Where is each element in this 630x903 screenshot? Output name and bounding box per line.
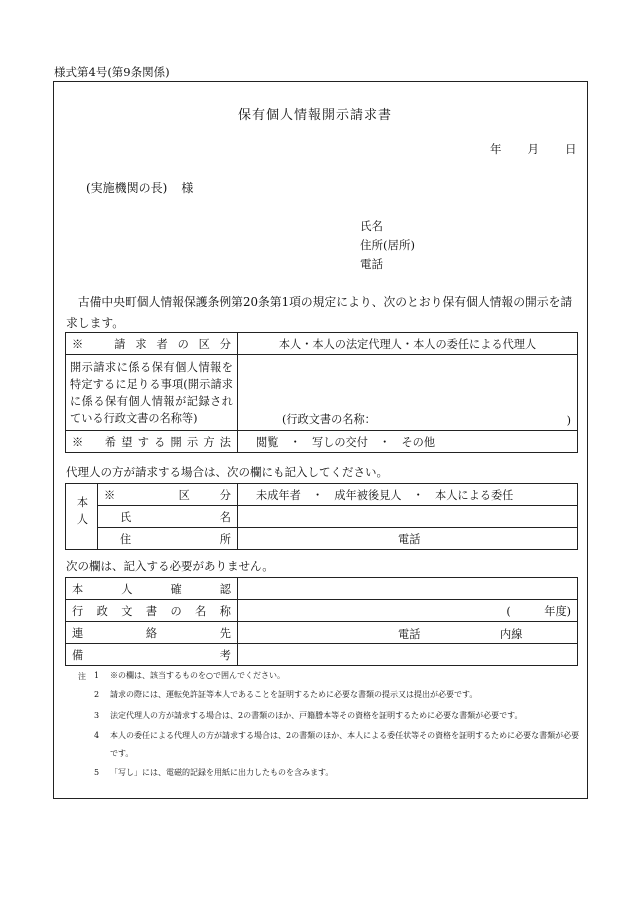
category-label: ※ 請求者の区分	[66, 333, 238, 355]
contact-field	[238, 622, 578, 644]
identity-field	[238, 578, 578, 600]
applicant-phone-label: 電話	[360, 257, 383, 271]
doc-name-prefix: (行政文書の名称：	[282, 413, 376, 426]
month-label: 月	[527, 142, 539, 156]
agent-heading: 代理人の方が請求する場合は、次の欄にも記入してください。	[66, 465, 388, 479]
note-item: 3 法定代理人の方が請求する場合は、2の書類のほか、戸籍謄本等その資格を証明するために必要な書類が必要です。	[94, 711, 523, 720]
addressee	[86, 179, 193, 196]
principal-name-field[interactable]	[238, 506, 578, 528]
agent-category-value[interactable]: 未成年者 ・ 成年被後見人 ・ 本人による委任	[238, 484, 578, 506]
note-item: 4 本人の委任による代理人の方が請求する場合は、2の書類のほか、本人による委任状等その資格を証明するために必要な書類が必要です。	[94, 731, 580, 758]
date-line	[490, 141, 577, 157]
category-value[interactable]: 本人・本人の法定代理人・本人の委任による代理人	[238, 333, 578, 355]
contact-phone-label: 電話	[398, 628, 421, 641]
office-heading: 次の欄は、記入する必要がありません。	[66, 559, 274, 573]
category-row	[66, 333, 578, 355]
note-item: 5 「写し」には、電磁的記録を用紙に出力したものを含みます。	[94, 768, 334, 777]
doc-name-field[interactable]	[238, 355, 578, 431]
intro-text: 古備中央町個人情報保護条例第20条第1項の規定により、次のとおり保有個人情報の開示を請求します。	[66, 295, 573, 330]
form-title: 保有個人情報開示請求書	[237, 108, 392, 123]
doc-name-suffix: )	[566, 414, 571, 427]
identity-label: 本人確認	[66, 578, 238, 600]
remarks-field	[238, 644, 578, 666]
specify-label: 開示請求に係る保有個人情報を特定するに足りる事項(開示請求に係る保有個人情報が記録されている行政文書の名称等)	[66, 355, 238, 431]
day-label: 日	[565, 142, 577, 156]
addressee-honorific: 様	[181, 181, 194, 195]
agent-category-label: ※ 区分	[98, 484, 238, 506]
principal-label: 本人	[66, 484, 98, 550]
contact-label: 連絡先	[66, 622, 238, 644]
applicant-name-label: 氏名	[360, 219, 383, 233]
method-value[interactable]: 閲覧 ・ 写しの交付 ・ その他	[238, 431, 578, 453]
notes-prefix: 注	[78, 672, 86, 681]
specify-row	[66, 355, 578, 431]
remarks-label: 備考	[66, 644, 238, 666]
office-doc-label: 行政文書の名称	[66, 600, 238, 622]
method-row	[66, 431, 578, 453]
office-doc-year: ( 年度)	[238, 600, 578, 622]
request-table	[65, 332, 578, 453]
principal-phone-field[interactable]: 電話	[238, 528, 578, 550]
office-use-table	[65, 577, 578, 666]
note-item: 2 請求の際には、運転免許証等本人であることを証明するために必要な書類の提示又は提出が必要です。	[94, 690, 478, 699]
addressee-org: (実施機関の長)	[86, 181, 168, 195]
year-label: 年	[490, 142, 502, 156]
form-number-label: 様式第4号(第9条関係)	[54, 65, 170, 79]
note-item: 1 ※の欄は、該当するものを○で囲んでください。	[94, 671, 285, 680]
applicant-address-label: 住所(居所)	[360, 238, 415, 252]
principal-address-label: 住所	[98, 528, 238, 550]
agent-table	[65, 483, 578, 550]
method-label: ※ 希望する開示方法	[66, 431, 238, 453]
contact-extension-label: 内線	[500, 628, 523, 641]
principal-name-label: 氏名	[98, 506, 238, 528]
